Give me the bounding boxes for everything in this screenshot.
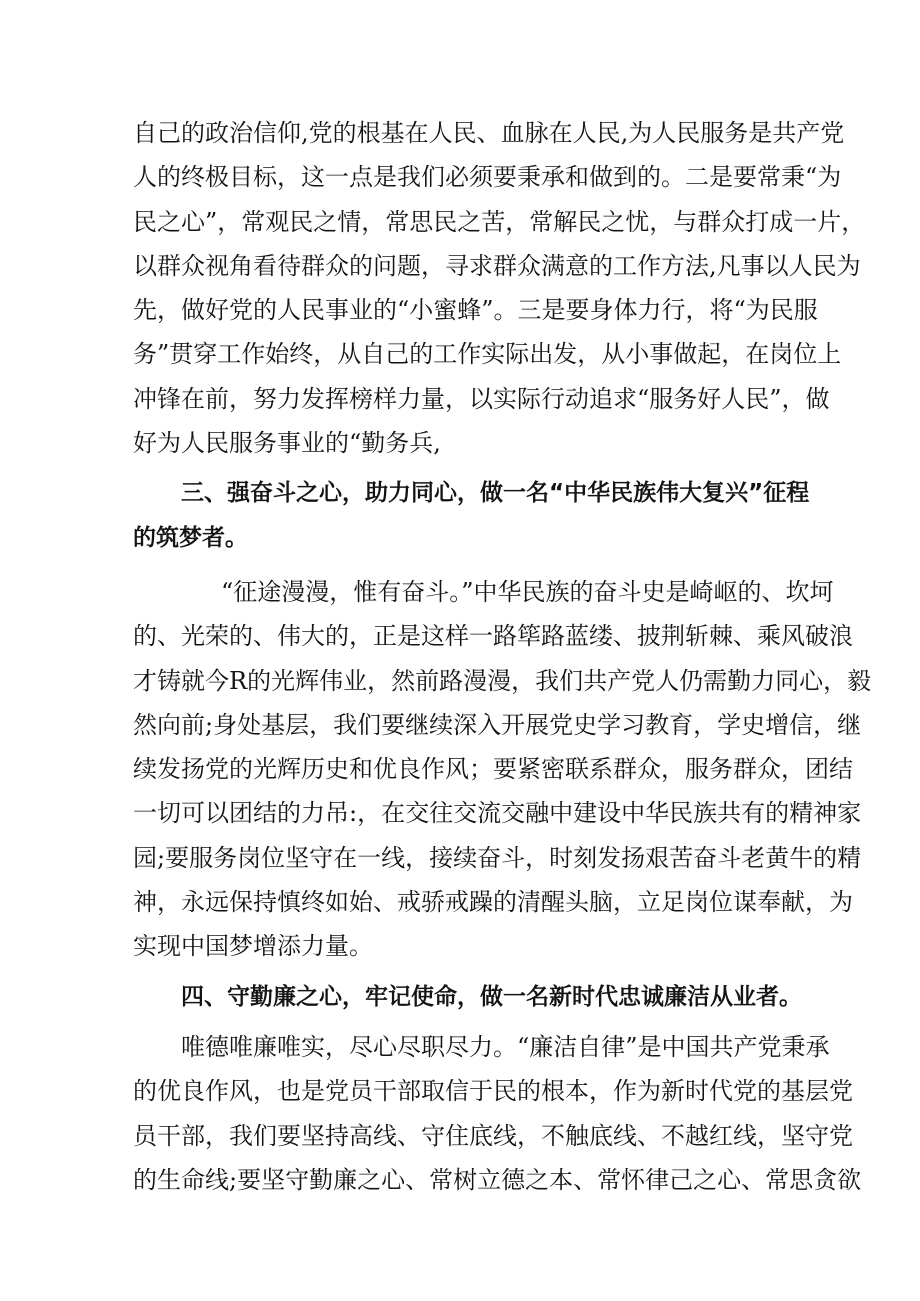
text-line: 先，做好党的人民事业的“小蜜蜂”。三是要身体力行，将“为民服 (133, 296, 818, 325)
document-body (133, 111, 872, 1202)
text-line: 的生命线;要坚守勤廉之心、常树立德之本、常怀律己之心、常思贪欲 (133, 1165, 862, 1194)
heading-line: 四、守勤廉之心，牢记使命，做一名新时代忠诚廉洁从业者。 (181, 983, 802, 1010)
paragraph-struggle (133, 570, 872, 969)
text-line: 唯德唯廉唯实，尽心尽职尽力。“廉洁自律”是中国共产党秉承 (181, 1032, 830, 1061)
text-line: 好为人民服务事业的“勤务兵, (133, 429, 441, 458)
text-line: 民之心”，常观民之情，常思民之苦，常解民之忧，与群众打成一片， (133, 207, 866, 236)
heading-line: 三、强奋斗之心，助力同心，做一名“中华民族伟大复兴”征程 (181, 480, 810, 507)
text-line: 自己的政治信仰,党的根基在人民、血脉在人民,为人民服务是共产党 (133, 119, 845, 147)
text-line: 的优良作风，也是党员干部取信于民的根本，作为新时代党的基层党 (133, 1077, 853, 1106)
text-line: 人的终极目标，这一点是我们必须要秉承和做到的。二是要常秉“为 (133, 163, 842, 192)
text-line: 才铸就今R的光辉伟业，然前路漫漫，我们共产党人仍需勤力同心，毅 (133, 666, 872, 695)
text-line: “征途漫漫，惟有奋斗。”中华民族的奋斗史是崎岖的、坎坷 (221, 577, 834, 606)
section-heading-4 (133, 975, 802, 1019)
text-line: 实现中国梦增添力量。 (133, 932, 373, 961)
text-line: 员干部，我们要坚持高线、守住底线，不触底线、不越红线，坚守党 (133, 1121, 853, 1150)
text-line: 园;要服务岗位坚守在一线，接续奋斗，时刻发扬艰苦奋斗老黄牛的精 (133, 843, 862, 872)
text-line: 续发扬党的光辉历史和优良作风；要紧密联系群众，服务群众，团结 (133, 755, 853, 784)
text-line: 冲锋在前，努力发挥榜样力量，以实际行动追求“服务好人民”，做 (133, 384, 830, 413)
text-line: 以群众视角看待群众的问题，寻求群众满意的工作方法,凡事以人民为 (133, 251, 861, 280)
text-line: 的、光荣的、伟大的，正是这样一路筚路蓝缕、披荆斩棘、乘风破浪 (133, 622, 853, 651)
text-line: 神，永远保持慎终如始、戒骄戒躁的清醒头脑，立足岗位谋奉献，为 (133, 888, 853, 917)
text-line: 一切可以团结的力吊:，在交往交流交融中建设中华民族共有的精神家 (133, 799, 862, 828)
text-line: 然向前;身处基层，我们要继续深入开展党史学习教育，学史增信，继 (133, 710, 862, 739)
text-line: 务”贯穿工作始终，从自己的工作实际出发，从小事做起，在岗位上 (133, 340, 842, 369)
paragraph-integrity (133, 1025, 862, 1202)
heading-line: 的筑梦者。 (133, 524, 248, 551)
section-heading-3 (133, 471, 810, 560)
paragraph-service (133, 111, 866, 465)
